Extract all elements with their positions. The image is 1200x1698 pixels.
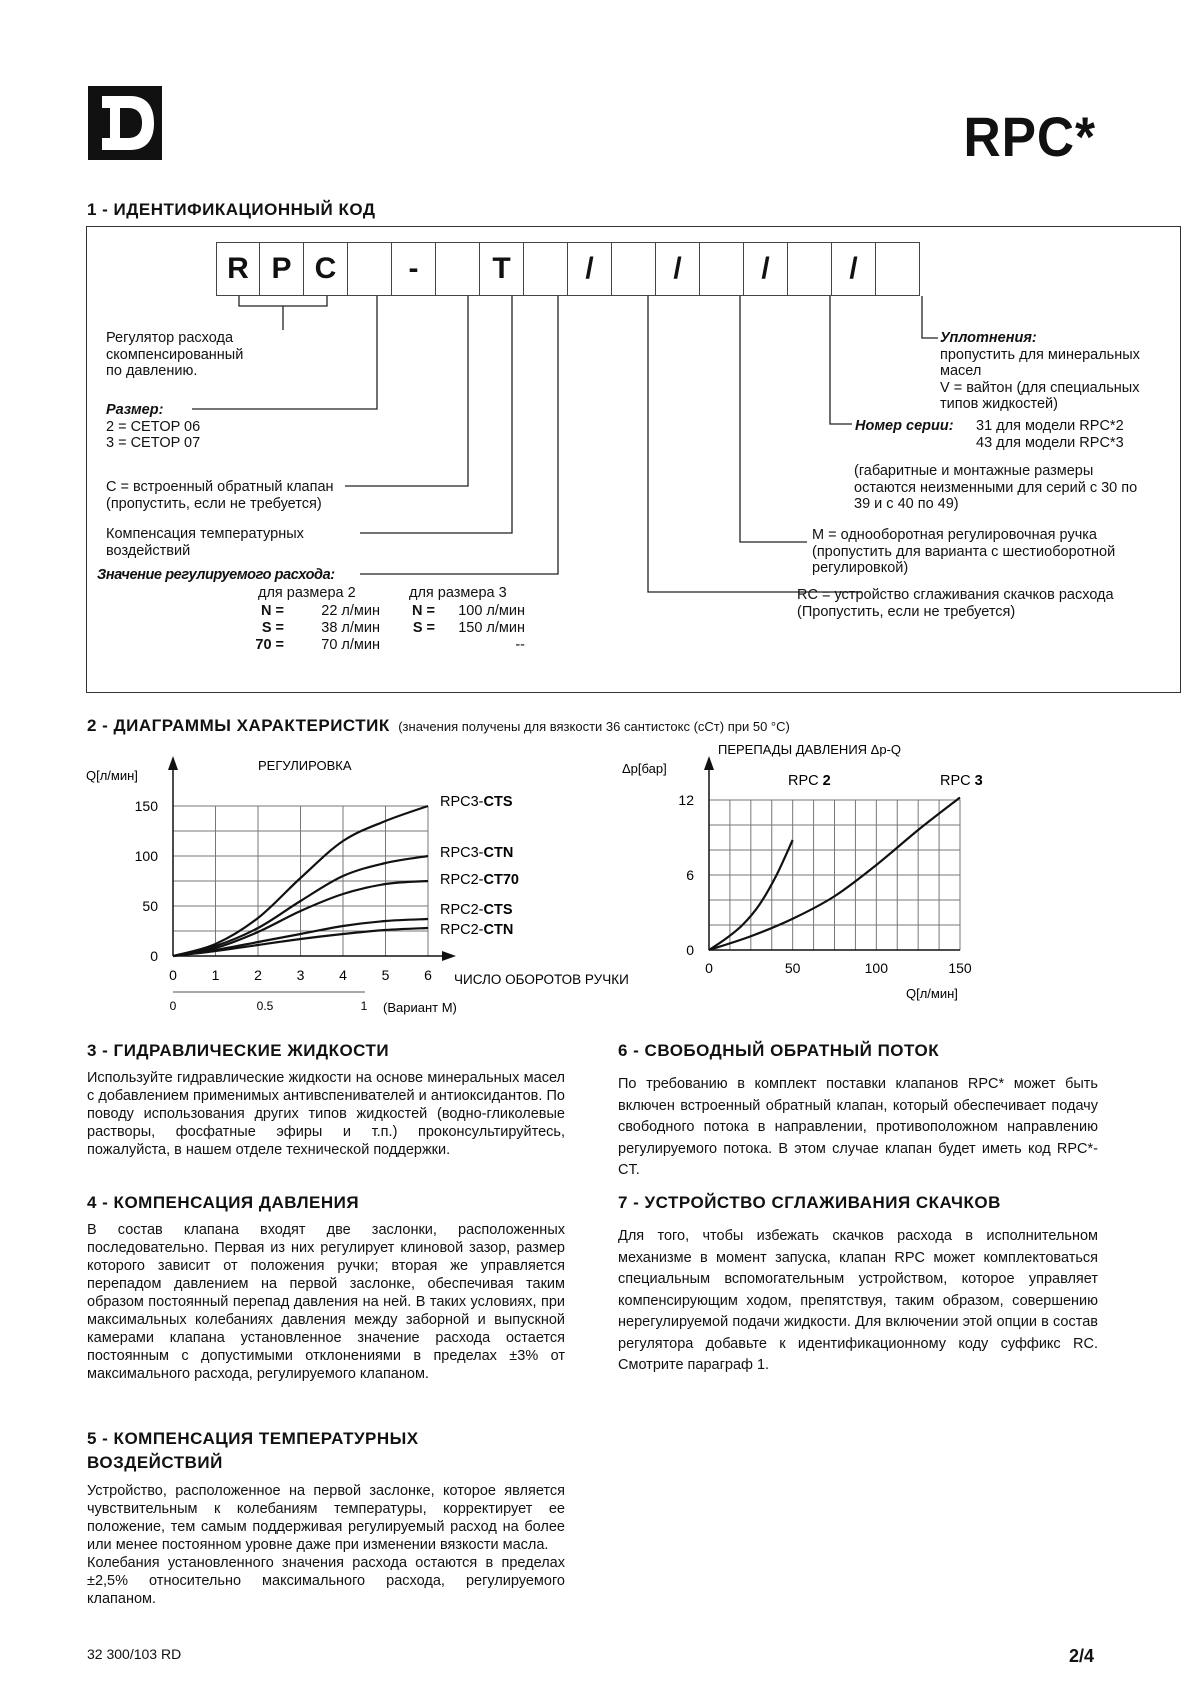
flow-cell: -- [515, 637, 525, 653]
flow-cell: N = [412, 603, 435, 619]
series-title: Номер серии: [855, 418, 954, 434]
paragraph: Колебания установленного значения расхода остаются в пределах ±2,5% относительно максимального расхода, регулируемого клапаном. [87, 1555, 565, 1607]
document-id: RPC* [963, 105, 1096, 168]
flow-title: Значение регулируемого расхода: [97, 567, 335, 583]
series-note [854, 463, 1137, 513]
flow-header-size3: для размера 3 [409, 585, 507, 601]
y-tick-label: 12 [678, 792, 694, 808]
flow-cell: N = [261, 603, 284, 619]
text-line: регулировкой) [812, 560, 909, 576]
y-tick-label: 150 [134, 798, 158, 814]
text-line: Регулятор расхода [106, 330, 234, 346]
x2-tick-label: 0.5 [256, 999, 274, 1013]
x-axis-label: Q[л/мин] [906, 986, 958, 1001]
x-tick-label: 0 [705, 960, 713, 976]
x-tick-label: 50 [784, 960, 801, 976]
section-7-text: Для того, чтобы избежать скачков расхода в исполнительном механизме в момент запуска, клапан RPC может комплектоваться специальным вспомогательным устройством, которое управляет компенсирующим ходом, препятствуя, таким образом, совершению нерегулируемой подачи жидкости. Для включении этой опции в состав регулятора добавьте к идентификационному коду суффикс RC. Смотрите параграф 1. [618, 1228, 1098, 1373]
text-line: M = однооборотная регулировочная ручка [812, 527, 1097, 543]
handle-block [812, 527, 1115, 577]
series-label: RPC3-CTN [440, 845, 514, 861]
y-axis-arrow [704, 756, 714, 770]
x-tick-label: 150 [948, 960, 972, 976]
x2-tick-label: 0 [169, 999, 177, 1013]
series-label: RPC3-CTS [440, 794, 513, 810]
text-line: (габаритные и монтажные размеры [854, 463, 1094, 479]
doc-number: 32 300/103 RD [87, 1646, 182, 1662]
text-line: (Пропустить, если не требуется) [797, 603, 1016, 620]
series-43: 43 для модели RPC*3 [976, 435, 1124, 451]
code-cell: / [656, 242, 700, 296]
x-axis-label: ЧИСЛО ОБОРОТОВ РУЧКИ [454, 972, 629, 987]
y-tick-label: 6 [686, 867, 694, 883]
text-line: V = вайтон (для специальных [940, 379, 1140, 396]
x-tick-label: 5 [381, 967, 390, 983]
regulator-description [106, 330, 243, 380]
code-cell: - [392, 242, 436, 296]
series-label: RPC2-CTS [440, 902, 513, 918]
section-6-text: По требованию в комплект поставки клапанов RPC* может быть включен встроенный обратный клапан, который обеспечивает подачу свободного потока в направлении, противоположном направлению регулируемого потока. В этом случае клапан будет иметь код RPC*-CT. [618, 1076, 1098, 1178]
flow-cell: 150 л/мин [458, 620, 525, 636]
page-number: 2/4 [1069, 1646, 1095, 1666]
text-line: типов жидкостей) [940, 396, 1058, 412]
section-2-subtitle: (значения получены для вязкости 36 сантистокс (сСт) при 50 °C) [398, 719, 790, 734]
title-line: 5 - КОМПЕНСАЦИЯ ТЕМПЕРАТУРНЫХ [87, 1429, 419, 1448]
chart-pressure-drop [0, 740, 1200, 1025]
text-line: остаются неизменными для серий с 30 по [854, 479, 1138, 496]
seals-title: Уплотнения: [940, 330, 1037, 346]
section-5-title [87, 1427, 419, 1475]
section-4-text: В состав клапана входят две заслонки, расположенных последовательно. Первая из них регулирует клиновой зазор, размер которого зависит от положения ручки; вторая же управляется перепадом давлением на первой заслонке, обеспечивая таким образом постоянный перепад давления на ней. В таких условиях, при максимальных колебаниях давления между заборной и выпускной камерами клапана установленное значение расхода остается постоянным с допустимыми отклонениями в пределах ±3% от максимального расхода, регулируемого клапаном. [87, 1222, 565, 1382]
rc-block [797, 587, 1114, 620]
series-label: RPC 2 [788, 773, 831, 789]
text-line: пропустить для минеральных [940, 346, 1140, 363]
text-line: скомпенсированный [106, 346, 244, 363]
flow-cell: 22 л/мин [321, 603, 380, 619]
code-cell: C [304, 242, 348, 296]
y-tick-label: 0 [686, 942, 694, 958]
series-label: RPC2-CT70 [440, 872, 519, 888]
x-tick-label: 1 [211, 967, 220, 983]
text-line: 39 и с 40 по 49) [854, 496, 959, 512]
section-1-title: 1 - ИДЕНТИФИКАЦИОННЫЙ КОД [87, 200, 376, 219]
section-3-text: Используйте гидравлические жидкости на основе минеральных масел с добавлением применимых антивспенивателей и антиоксидантов. По поводу использования других типов жидкостей (водно-гликолевые растворы, фосфатные эфиры и т.п.) проконсультируйтесь, пожалуйста, в нашем отделе технической поддержки. [87, 1070, 565, 1158]
size-3: 3 = CETOP 07 [106, 435, 201, 451]
text-line: C = встроенный обратный клапан [106, 479, 334, 495]
seals-block [940, 330, 1140, 413]
text-line: Компенсация температурных [106, 526, 304, 542]
series-label: RPC 3 [940, 773, 983, 789]
y-axis-label: Δp[бар] [622, 761, 667, 776]
section-5-text [87, 1482, 565, 1608]
flow-cell: 70 = [255, 637, 284, 653]
text-line: (пропустить для варианта с шестиоборотной [812, 543, 1116, 560]
title-line: ВОЗДЕЙСТВИЙ [87, 1453, 223, 1472]
size-2: 2 = CETOP 06 [106, 418, 201, 435]
chart-title: РЕГУЛИРОВКА [258, 758, 352, 773]
code-cell: / [744, 242, 788, 296]
text-line: по давлению. [106, 363, 198, 379]
section-3-title: 3 - ГИДРАВЛИЧЕСКИЕ ЖИДКОСТИ [87, 1041, 390, 1060]
x-tick-label: 100 [864, 960, 889, 976]
section-7-title: 7 - УСТРОЙСТВО СГЛАЖИВАНИЯ СКАЧКОВ [618, 1193, 1001, 1212]
text-line: воздействий [106, 542, 191, 559]
code-cell: / [832, 242, 876, 296]
code-cell: / [568, 242, 612, 296]
section-4-title: 4 - КОМПЕНСАЦИЯ ДАВЛЕНИЯ [87, 1193, 360, 1212]
text-line: (пропустить, если не требуется) [106, 495, 322, 512]
x-tick-label: 4 [339, 967, 347, 983]
flow-cell: S = [412, 620, 435, 636]
size-block [106, 402, 200, 452]
y-tick-label: 50 [142, 898, 158, 914]
x2-axis-label: (Вариант M) [383, 1000, 457, 1015]
series-label: RPC2-CTN [440, 922, 514, 938]
chart-title: ПЕРЕПАДЫ ДАВЛЕНИЯ Δp-Q [718, 742, 902, 757]
text-line: масел [940, 363, 982, 379]
section-2-heading [87, 716, 790, 736]
flow-header-size2: для размера 2 [258, 585, 356, 601]
flow-cell: S = [261, 620, 284, 636]
code-cell: T [480, 242, 524, 296]
flow-cell: 70 л/мин [321, 637, 380, 653]
y-axis-label: Q[л/мин] [86, 768, 138, 783]
series-31: 31 для модели RPC*2 [976, 418, 1124, 434]
temp-block [106, 526, 304, 559]
y-tick-label: 0 [150, 948, 158, 964]
x2-tick-label: 1 [360, 999, 368, 1013]
code-cell: R [216, 242, 260, 296]
flow-cell: 100 л/мин [458, 603, 525, 619]
section-6-title: 6 - СВОБОДНЫЙ ОБРАТНЫЙ ПОТОК [618, 1041, 940, 1060]
code-cell: P [260, 242, 304, 296]
paragraph: Устройство, расположенное на первой заслонке, которое является чувствительным к колебаниям температуры, корректирует ее положение, тем самым поддерживая регулируемый расход на более или менее постоянном уровне даже при изменении вязкости масла. [87, 1483, 565, 1553]
x-tick-label: 0 [169, 967, 177, 983]
text-line: RC = устройство сглаживания скачков расхода [797, 587, 1114, 603]
section-2-title: 2 - ДИАГРАММЫ ХАРАКТЕРИСТИК [87, 716, 390, 735]
flow-cell: 38 л/мин [321, 620, 380, 636]
x-tick-label: 6 [424, 967, 432, 983]
check-valve-block [106, 479, 334, 512]
y-tick-label: 100 [134, 848, 158, 864]
size-title: Размер: [106, 402, 164, 418]
x-tick-label: 3 [296, 967, 305, 983]
x-tick-label: 2 [254, 967, 262, 983]
